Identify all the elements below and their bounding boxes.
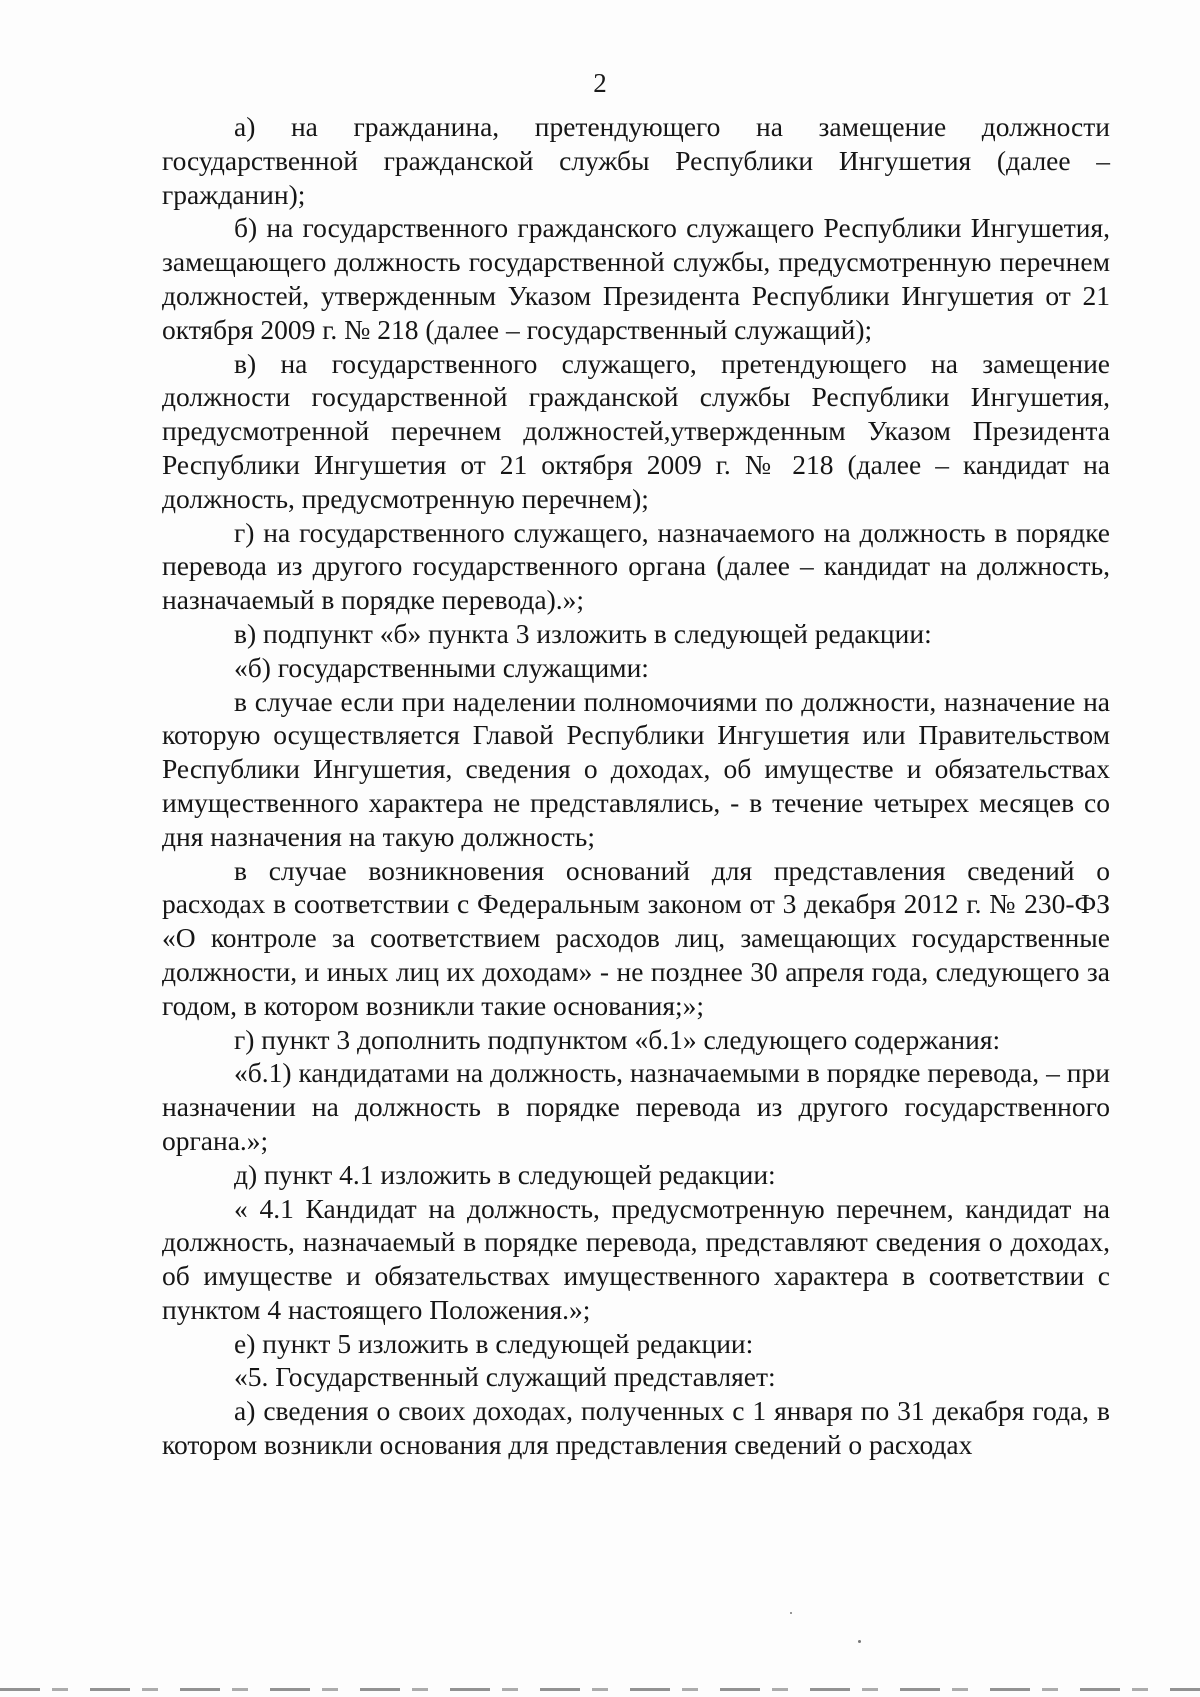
paragraph: г) пункт 3 дополнить подпунктом «б.1» следующего содержания:	[234, 1023, 1001, 1055]
scan-edge	[0, 1688, 1200, 1691]
document-body	[162, 110, 1110, 1462]
paragraph: в случае если при наделении полномочиями по должности, назначение на которую осуществляется Главой Республики Ингушетия или Правительством Республики Ингушетия, сведения о доходах, об имуществе и обязательствах имущественного характера не представлялись, - в течение четырех месяцев со дня назначения на такую должность;	[162, 685, 1110, 852]
paragraph: «б.1) кандидатами на должность, назначаемыми в порядке перевода, – при назначении на должность в порядке перевода из другого государственного органа.»;	[162, 1057, 1110, 1156]
paragraph: г) на государственного служащего, назначаемого на должность в порядке перевода из другого государственного органа (далее – кандидат на должность, назначаемый в порядке перевода).»;	[162, 516, 1110, 616]
scan-speck	[858, 1640, 861, 1643]
page-number: 2	[593, 68, 607, 98]
scan-speck	[790, 1612, 792, 1614]
paragraph: «б) государственными служащими:	[234, 651, 649, 683]
paragraph: « 4.1 Кандидат на должность, предусмотренную перечнем, кандидат на должность, назначаемый в порядке перевода, представляют сведения о доходах, об имуществе и обязательствах имущественного характера в соответствии с пунктом 4 настоящего Положения.»;	[162, 1192, 1110, 1325]
paragraph: а) на гражданина, претендующего на замещение должности государственной гражданской службы Республики Ингушетия (далее – гражданин);	[162, 111, 1110, 210]
paragraph: в) подпункт «б» пункта 3 изложить в следующей редакции:	[234, 617, 932, 649]
paragraph: в) на государственного служащего, претендующего на замещение должности государственной гражданской службы Республики Ингушетия, предусмотренной перечнем должностей,утвержденным Указом Президента Республики Ингушетия от 21 октября 2009 г. № 218 (далее – кандидат на должность, предусмотренную перечнем);	[162, 347, 1110, 514]
paragraph: д) пункт 4.1 изложить в следующей редакции:	[234, 1158, 776, 1190]
paragraph: в случае возникновения оснований для представления сведений о расходах в соответствии с Федеральным законом от 3 декабря 2012 г. № 230-ФЗ «О контроле за соответствием расходов лиц, замещающих государственные должности, и иных лиц их доходам» - не позднее 30 апреля года, следующего за годом, в котором возникли такие основания;»;	[162, 854, 1110, 1021]
paragraph: а) сведения о своих доходах, полученных с 1 января по 31 декабря года, в котором возникли основания для представления сведений о расходах	[162, 1395, 1110, 1461]
paragraph: е) пункт 5 изложить в следующей редакции:	[234, 1327, 754, 1359]
paragraph: «5. Государственный служащий представляет:	[234, 1361, 776, 1393]
paragraph: б) на государственного гражданского служащего Республики Ингушетия, замещающего должность государственной службы, предусмотренную перечнем должностей, утвержденным Указом Президента Республики Ингушетия от 21 октября 2009 г. № 218 (далее – государственный служащий);	[162, 212, 1110, 345]
